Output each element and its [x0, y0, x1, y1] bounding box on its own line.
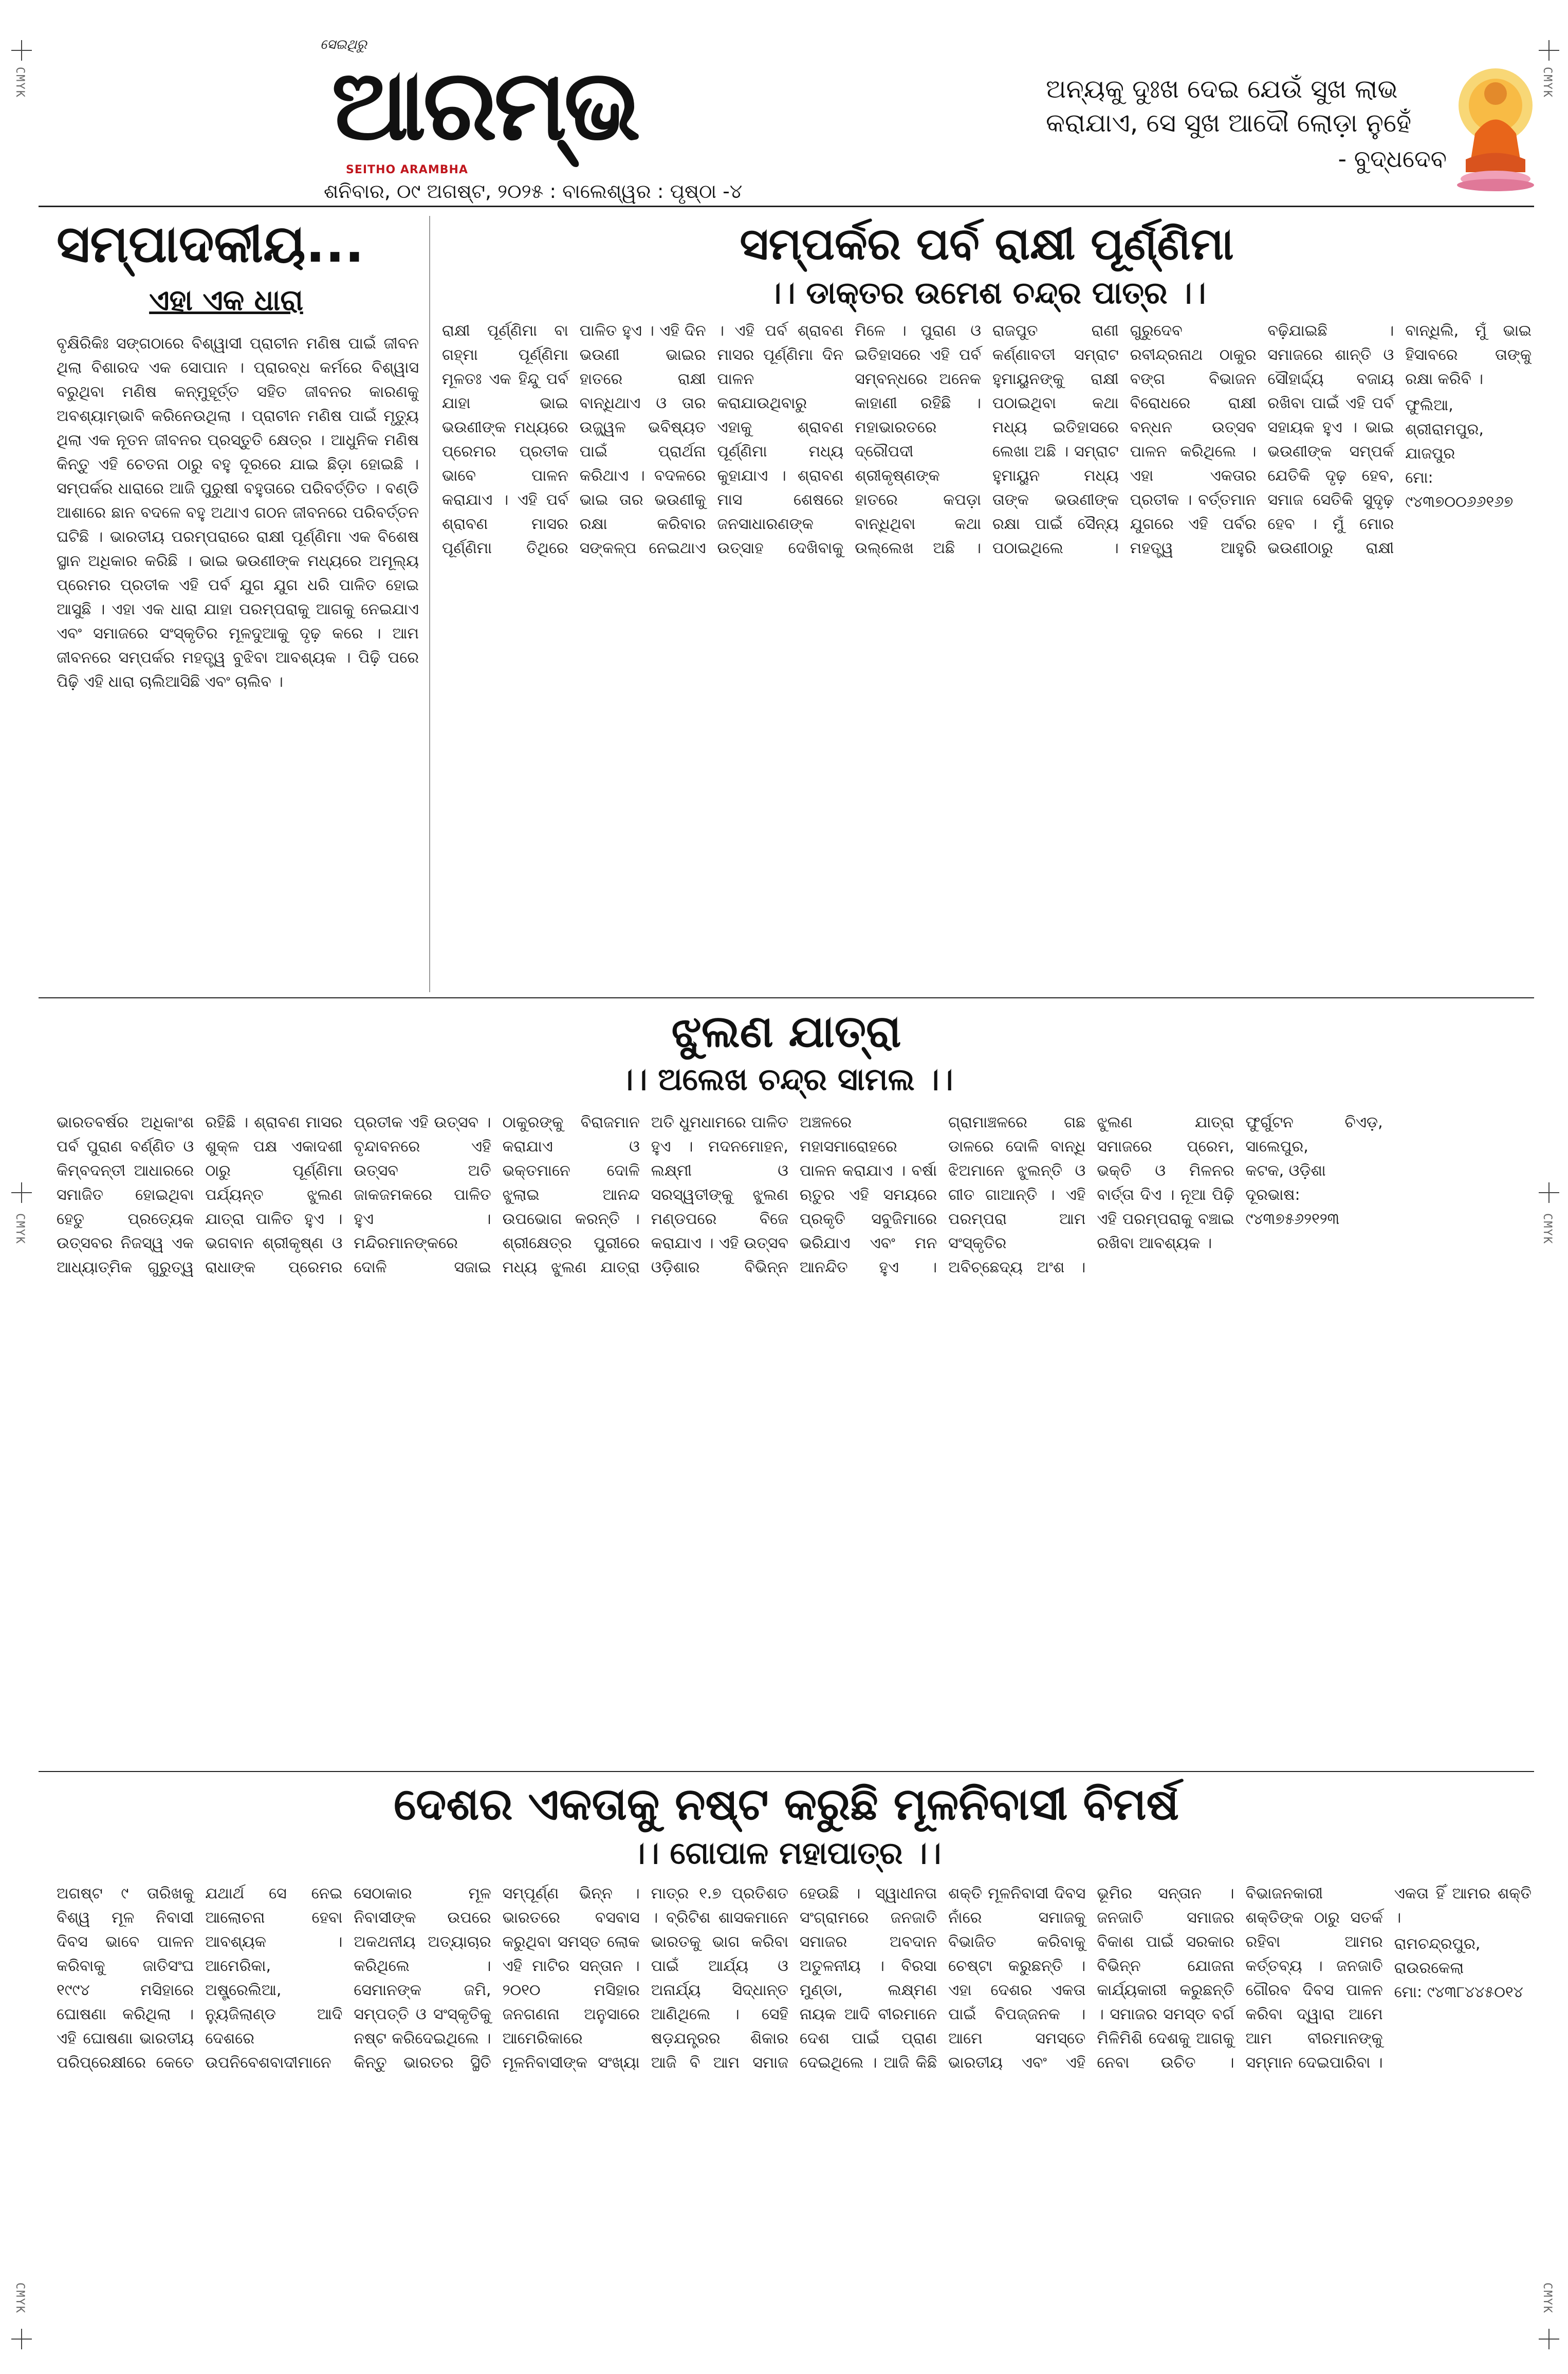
- masthead: [39, 26, 1534, 207]
- article1-headline: ସମ୍ପର୍କର ପର୍ବ ରାକ୍ଷୀ ପୂର୍ଣ୍ଣିମା: [740, 218, 1234, 270]
- newspaper-title: ଆରମ୍ଭ: [331, 48, 638, 162]
- article3-body: ଅଗଷ୍ଟ ୯ ତାରିଖକୁ ବିଶ୍ୱ ମୂଳ ନିବାସୀ ଦିବସ ଭାବେ ପାଳନ କରିବାକୁ ଜାତିସଂଘ ୧୯୯୪ ମସିହାରେ ଘୋଷଣା କରିଥିଲା । ଏହି ଘୋଷଣା ଭାରତୀୟ ପରିପ୍ରେକ୍ଷୀରେ କେତେ ଯଥାର୍ଥ ସେ ନେଇ ଆଲୋଚନା ହେବା ଆବଶ୍ୟକ । ଆମେରିକା, ଅଷ୍ଟ୍ରେଲିଆ, ନ୍ୟୁଜିଲାଣ୍ଡ ଆଦି ଦେଶରେ ଉପନିବେଶବାଦୀମାନେ ସେଠାକାର ମୂଳ ନିବାସୀଙ୍କ ଉପରେ ଅକଥନୀୟ ଅତ୍ୟାଚାର କରିଥିଲେ । ସେମାନଙ୍କ ଜମି, ସମ୍ପତ୍ତି ଓ ସଂସ୍କୃତିକୁ ନଷ୍ଟ କରିଦେଇଥିଲେ । କିନ୍ତୁ ଭାରତର ସ୍ଥିତି ସମ୍ପୂର୍ଣ୍ଣ ଭିନ୍ନ । ଭାରତରେ ବସବାସ କରୁଥିବା ସମସ୍ତ ଲୋକ ଏହି ମାଟିର ସନ୍ତାନ । ୨୦୧୦ ମସିହାର ଜନଗଣନା ଅନୁସାରେ ଆମେରିକାରେ ମୂଳନିବାସୀଙ୍କ ସଂଖ୍ୟା ମାତ୍ର ୧.୭ ପ୍ରତିଶତ । ବ୍ରିଟିଶ ଶାସକମାନେ ଭାରତକୁ ଭାଗ କରିବା ପାଇଁ ଆର୍ଯ୍ୟ ଓ ଅନାର୍ଯ୍ୟ ସିଦ୍ଧାନ୍ତ ଆଣିଥିଲେ । ସେହି ଷଡ଼ଯନ୍ତ୍ରର ଶିକାର ଆଜି ବି ଆମ ସମାଜ ହେଉଛି । ସ୍ୱାଧୀନତା ସଂଗ୍ରାମରେ ଜନଜାତି ସମାଜର ଅବଦାନ ଅତୁଳନୀୟ । ବିରସା ମୁଣ୍ଡା, ଲକ୍ଷ୍ମଣ ନାୟକ ଆଦି ବୀରମାନେ ଦେଶ ପାଇଁ ପ୍ରାଣ ଦେଇଥିଲେ । ଆଜି କିଛି ଶକ୍ତି ମୂଳନିବାସୀ ଦିବସ ନାଁରେ ସମାଜକୁ ବିଭାଜିତ କରିବାକୁ ଚେଷ୍ଟା କରୁଛନ୍ତି । ଏହା ଦେଶର ଏକତା ପାଇଁ ବିପଜ୍ଜନକ । ଆମେ ସମସ୍ତେ ଭାରତୀୟ ଏବଂ ଏହି ଭୂମିର ସନ୍ତାନ । ଜନଜାତି ସମାଜର ବିକାଶ ପାଇଁ ସରକାର ବିଭିନ୍ନ ଯୋଜନା କାର୍ଯ୍ୟକାରୀ କରୁଛନ୍ତି । ସମାଜର ସମସ୍ତ ବର୍ଗ ମିଳିମିଶି ଦେଶକୁ ଆଗକୁ ନେବା ଉଚିତ । ବିଭାଜନକାରୀ ଶକ୍ତିଙ୍କ ଠାରୁ ସତର୍କ ରହିବା ଆମର କର୍ତ୍ତବ୍ୟ । ଜନଜାତି ଗୌରବ ଦିବସ ପାଳନ କରିବା ଦ୍ୱାରା ଆମେ ଆମ ବୀରମାନଙ୍କୁ ସମ୍ମାନ ଦେଇପାରିବା । ଏକତା ହିଁ ଆମର ଶକ୍ତି ।: [57, 1885, 1532, 2072]
- article3-headline: ଦେଶର ଏକତାକୁ ନଷ୍ଟ କରୁଛି ମୂଳନିବାସୀ ବିମର୍ଷ: [394, 1779, 1179, 1830]
- newspaper-logo: [331, 46, 638, 176]
- article3-signature: ରାମଚନ୍ଦ୍ରପୁର, ରାଉରକେଲା ମୋ: ୯୪୩୮୪୪୫୦୧୪: [1394, 1935, 1523, 2001]
- buddha-icon: [1454, 57, 1537, 195]
- registration-cross-top-right: [1539, 40, 1559, 61]
- article1-body: ରାକ୍ଷୀ ପୂର୍ଣ୍ଣିମା ବା ଗହ୍ମା ପୂର୍ଣ୍ଣିମା ମୂଳତଃ ଏକ ହିନ୍ଦୁ ପର୍ବ ଯାହା ଭାଇ ଭଉଣୀଙ୍କ ମଧ୍ୟରେ ପ୍ରେମର ପ୍ରତୀକ ଭାବେ ପାଳନ କରାଯାଏ । ଏହି ପର୍ବ ଶ୍ରାବଣ ମାସର ପୂର୍ଣ୍ଣିମା ତିଥିରେ ପାଳିତ ହୁଏ । ଏହି ଦିନ ଭଉଣୀ ଭାଇର ହାତରେ ରାକ୍ଷୀ ବାନ୍ଧିଥାଏ ଓ ତାର ଉଜ୍ଜ୍ୱଳ ଭବିଷ୍ୟତ ପାଇଁ ପ୍ରାର୍ଥନା କରିଥାଏ । ବଦଳରେ ଭାଇ ତାର ଭଉଣୀକୁ ରକ୍ଷା କରିବାର ସଙ୍କଳ୍ପ ନେଇଥାଏ । ଏହି ପର୍ବ ଶ୍ରାବଣ ମାସର ପୂର୍ଣ୍ଣିମା ଦିନ ପାଳନ କରାଯାଉଥିବାରୁ ଏହାକୁ ଶ୍ରାବଣ ପୂର୍ଣ୍ଣିମା ମଧ୍ୟ କୁହାଯାଏ । ଶ୍ରାବଣ ମାସ ଶେଷରେ ଜନସାଧାରଣଙ୍କ ଉତ୍ସାହ ଦେଖିବାକୁ ମିଳେ । ପୁରାଣ ଓ ଇତିହାସରେ ଏହି ପର୍ବ ସମ୍ବନ୍ଧରେ ଅନେକ କାହାଣୀ ରହିଛି । ମହାଭାରତରେ ଦ୍ରୌପଦୀ ଶ୍ରୀକୃଷ୍ଣଙ୍କ ହାତରେ କପଡ଼ା ବାନ୍ଧିଥିବା କଥା ଉଲ୍ଲେଖ ଅଛି । ରାଜପୁତ ରାଣୀ କର୍ଣ୍ଣାବତୀ ସମ୍ରାଟ ହୁମାୟୁନଙ୍କୁ ରାକ୍ଷୀ ପଠାଇଥିବା କଥା ମଧ୍ୟ ଇତିହାସରେ ଲେଖା ଅଛି । ସମ୍ରାଟ ହୁମାୟୁନ ମଧ୍ୟ ତାଙ୍କ ଭଉଣୀଙ୍କ ରକ୍ଷା ପାଇଁ ସୈନ୍ୟ ପଠାଇଥିଲେ । ଗୁରୁଦେବ ରବୀନ୍ଦ୍ରନାଥ ଠାକୁର ବଙ୍ଗ ବିଭାଜନ ବିରୋଧରେ ରାକ୍ଷୀ ବନ୍ଧନ ଉତ୍ସବ ପାଳନ କରିଥିଲେ । ଏହା ଏକତାର ପ୍ରତୀକ । ବର୍ତ୍ତମାନ ଯୁଗରେ ଏହି ପର୍ବର ମହତ୍ତ୍ୱ ଆହୁରି ବଢ଼ିଯାଇଛି । ସମାଜରେ ଶାନ୍ତି ଓ ସୌହାର୍ଦ୍ଦ୍ୟ ବଜାୟ ରଖିବା ପାଇଁ ଏହି ପର୍ବ ସହାୟକ ହୁଏ । ଭାଇ ଭଉଣୀଙ୍କ ସମ୍ପର୍କ ଯେତିକି ଦୃଢ଼ ହେବ, ସମାଜ ସେତିକି ସୁଦୃଢ଼ ହେବ । ମୁଁ ମୋର ଭଉଣୀଠାରୁ ରାକ୍ଷୀ ବାନ୍ଧିଲି, ମୁଁ ଭାଇ ହିସାବରେ ତାଙ୍କୁ ରକ୍ଷା କରିବି ।: [442, 322, 1532, 557]
- section-rule: [39, 997, 1534, 998]
- registration-mark-label: CMYK: [13, 1213, 26, 1245]
- registration-mark-label: CMYK: [13, 67, 26, 98]
- editorial-heading: ସମ୍ପାଦକୀୟ...: [57, 214, 364, 274]
- article2-byline: ।। ଅଲେଖ ଚନ୍ଦ୍ର ସାମଲ ।।: [619, 1062, 953, 1098]
- article3-byline: ।। ଗୋପାଳ ମହାପାତ୍ର ।।: [631, 1835, 942, 1871]
- column-divider: [429, 216, 430, 992]
- article1-text: [442, 319, 1532, 992]
- article2-text: [57, 1110, 1532, 1768]
- registration-cross-bottom-right: [1539, 2329, 1559, 2349]
- article2-headline: ଝୁଲଣ ଯାତ୍ରା: [671, 1006, 901, 1057]
- registration-cross-bottom-left: [11, 2329, 32, 2349]
- article2-body: ଭାରତବର୍ଷର ଅଧିକାଂଶ ପର୍ବ ପୁରାଣ ବର୍ଣ୍ଣିତ ଓ କିମ୍ବଦନ୍ତୀ ଆଧାରରେ ସମାଜିତ ହୋଇଥିବା ହେତୁ ପ୍ରତ୍ୟେକ ଉତ୍ସବର ନିଜସ୍ୱ ଏକ ଆଧ୍ୟାତ୍ମିକ ଗୁରୁତ୍ୱ ରହିଛି । ଶ୍ରାବଣ ମାସର ଶୁକ୍ଳ ପକ୍ଷ ଏକାଦଶୀ ଠାରୁ ପୂର୍ଣ୍ଣିମା ପର୍ଯ୍ୟନ୍ତ ଝୁଲଣ ଯାତ୍ରା ପାଳିତ ହୁଏ । ଭଗବାନ ଶ୍ରୀକୃଷ୍ଣ ଓ ରାଧାଙ୍କ ପ୍ରେମର ପ୍ରତୀକ ଏହି ଉତ୍ସବ । ବୃନ୍ଦାବନରେ ଏହି ଉତ୍ସବ ଅତି ଜାକଜମକରେ ପାଳିତ ହୁଏ । ମନ୍ଦିରମାନଙ୍କରେ ଦୋଳି ସଜାଇ ଠାକୁରଙ୍କୁ ବିରାଜମାନ କରାଯାଏ ଓ ଭକ୍ତମାନେ ଦୋଳି ଝୁଲାଇ ଆନନ୍ଦ ଉପଭୋଗ କରନ୍ତି । ଶ୍ରୀକ୍ଷେତ୍ର ପୁରୀରେ ମଧ୍ୟ ଝୁଲଣ ଯାତ୍ରା ଅତି ଧୁମଧାମରେ ପାଳିତ ହୁଏ । ମଦନମୋହନ, ଲକ୍ଷ୍ମୀ ଓ ସରସ୍ୱତୀଙ୍କୁ ଝୁଲଣ ମଣ୍ଡପରେ ବିଜେ କରାଯାଏ । ଏହି ଉତ୍ସବ ଓଡ଼ିଶାର ବିଭିନ୍ନ ଅଞ୍ଚଳରେ ମହାସମାରୋହରେ ପାଳନ କରାଯାଏ । ବର୍ଷା ଋତୁର ଏହି ସମୟରେ ପ୍ରକୃତି ସବୁଜିମାରେ ଭରିଯାଏ ଏବଂ ମନ ଆନନ୍ଦିତ ହୁଏ । ଗ୍ରାମାଞ୍ଚଳରେ ଗଛ ଡାଳରେ ଦୋଳି ବାନ୍ଧି ଝିଅମାନେ ଝୁଲନ୍ତି ଓ ଗୀତ ଗାଆନ୍ତି । ଏହି ପରମ୍ପରା ଆମ ସଂସ୍କୃତିର ଅବିଚ୍ଛେଦ୍ୟ ଅଂଶ । ଝୁଲଣ ଯାତ୍ରା ସମାଜରେ ପ୍ରେମ, ଭକ୍ତି ଓ ମିଳନର ବାର୍ତ୍ତା ଦିଏ । ନୂଆ ପିଢ଼ି ଏହି ପରମ୍ପରାକୁ ବଞ୍ଚାଇ ରଖିବା ଆବଶ୍ୟକ ।: [57, 1113, 1234, 1276]
- registration-cross-mid-left: [11, 1182, 32, 1203]
- article3-text: [57, 1882, 1532, 2354]
- registration-mark-label: CMYK: [1541, 67, 1554, 98]
- registration-cross-mid-right: [1539, 1182, 1559, 1203]
- registration-mark-label: CMYK: [1541, 2282, 1554, 2314]
- quote-box: [1046, 72, 1447, 176]
- editorial-title: ଏହା ଏକ ଧାରା: [149, 284, 303, 317]
- dateline: ଶନିବାର, ୦୯ ଅଗଷ୍ଟ, ୨୦୨୫ : ବାଲେଶ୍ୱର : ପୃଷ୍ଠା -୪: [324, 180, 743, 203]
- section-rule: [39, 1771, 1534, 1772]
- masthead-prefix: ସେଇଥିରୁ: [320, 37, 367, 52]
- article2-signature: ଫୁର୍ଗୁଟନ ଚିଏଡ଼, ସାଲେପୁର, କଟକ, ଓଡ଼ିଶା ଦୂରଭାଷ: ୯୪୩୭୫୬୨୧୨୩: [1245, 1113, 1383, 1228]
- quote-author: - ବୁଦ୍ଧଦେବ: [1338, 145, 1447, 173]
- newspaper-subtitle: SEITHO ARAMBHA: [346, 163, 468, 176]
- registration-mark-label: CMYK: [1541, 1213, 1554, 1245]
- quote-text: ଅନ୍ୟକୁ ଦୁଃଖ ଦେଇ ଯେଉଁ ସୁଖ ଲାଭ କରାଯାଏ, ସେ ସୁଖ ଆଦୌ ଲୋଡ଼ା ନୁହେଁ: [1046, 74, 1412, 138]
- editorial-text: ବୃକ୍ଷିରିକିଃ ସଙ୍ଗଠାରେ ବିଶ୍ୱାସୀ ପ୍ରାଚୀନ ମଣିଷ ପାଇଁ ଜୀବନ ଥିଲା ବିଶାରଦ ଏକ ସୋପାନ । ପ୍ରାରବ୍ଧ କର୍ମରେ ବିଶ୍ୱାସ ବରୁଥିବା ମଣିଷ କନ୍ମୁହୂର୍ତ୍ତ ସହିତ ଜୀବନର କାରଣକୁ ଅବଶ୍ୟାମ୍ଭାବି କରିନେଉଥିଲା । ପ୍ରାଚୀନ ମଣିଷ ପାଇଁ ମୃତ୍ୟୁ ଥିଲା ଏକ ନୂତନ ଜୀବନର ପ୍ରସ୍ତୁତି କ୍ଷେତ୍ର । ଆଧୁନିକ ମଣିଷ କିନ୍ତୁ ଏହି ଚେତନା ଠାରୁ ବହୁ ଦୂରରେ ଯାଇ ଛିଡ଼ା ହୋଇଛି । ସମ୍ପର୍କର ଧାରାରେ ଆଜି ପୁରୁଷୀ ବହୁତାରେ ପରିବର୍ତ୍ତିତ । ବଣ୍ଡି ଆଶାରେ ଛାନ ବଦଳେ ବହୁ ଅଥାଏ ଗଠନ ଜୀବନରେ ପରିବର୍ତ୍ତନ ଘଟିଛି । ଭାରତୀୟ ପରମ୍ପରାରେ ରାକ୍ଷୀ ପୂର୍ଣ୍ଣିମା ଏକ ବିଶେଷ ସ୍ଥାନ ଅଧିକାର କରିଛି । ଭାଇ ଭଉଣୀଙ୍କ ମଧ୍ୟରେ ଅମୂଲ୍ୟ ପ୍ରେମର ପ୍ରତୀକ ଏହି ପର୍ବ ଯୁଗ ଯୁଗ ଧରି ପାଳିତ ହୋଇ ଆସୁଛି । ଏହା ଏକ ଧାରା ଯାହା ପରମ୍ପରାକୁ ଆଗକୁ ନେଇଯାଏ ଏବଂ ସମାଜରେ ସଂସ୍କୃତିର ମୂଳଦୁଆକୁ ଦୃଢ଼ କରେ । ଆମ ଜୀବନରେ ସମ୍ପର୍କର ମହତ୍ତ୍ୱ ବୁଝିବା ଆବଶ୍ୟକ । ପିଢ଼ି ପରେ ପିଢ଼ି ଏହି ଧାରା ଚାଲିଆସିଛି ଏବଂ ଚାଲିବ ।: [57, 335, 419, 691]
- article1-byline: ।। ଡାକ୍ତର ଉମେଶ ଚନ୍ଦ୍ର ପାତ୍ର ।।: [767, 275, 1206, 311]
- registration-mark-label: CMYK: [13, 2282, 26, 2314]
- article1-signature: ଫୁଲିଆ, ଶ୍ରୀରାମପୁର, ଯାଜପୁର ମୋ: ୯୪୩୭୦୦୬୬୧୬୭: [1405, 396, 1514, 511]
- registration-cross-top-left: [11, 40, 32, 61]
